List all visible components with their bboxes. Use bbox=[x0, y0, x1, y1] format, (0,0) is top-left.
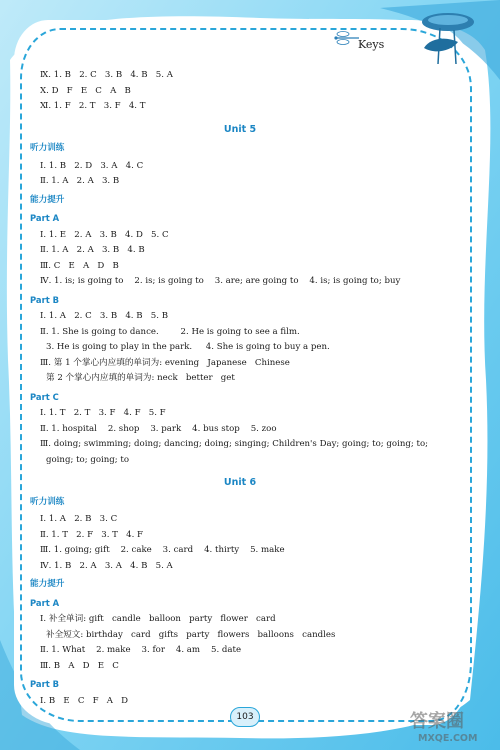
answer-line: Ⅱ. 1. What 2. make 3. for 4. am 5. date bbox=[40, 645, 242, 655]
answer-line: Ⅱ. 1. A 2. A 3. B bbox=[40, 176, 120, 186]
answer-line: Ⅺ. 1. F 2. T 3. F 4. T bbox=[40, 101, 146, 111]
answer-line: Ⅰ. 1. A 2. B 3. C bbox=[40, 514, 118, 524]
section-heading: 听力训练 bbox=[30, 143, 65, 153]
answer-line: Ⅱ. 1. A 2. A 3. B 4. B bbox=[40, 245, 145, 255]
unit-5-title: Unit 5 bbox=[223, 123, 257, 135]
unit-6-title: Unit 6 bbox=[223, 477, 257, 488]
dragonfly-icon bbox=[333, 30, 361, 46]
answer-line: Ⅱ. 1. She is going to dance. 2. He is going to see a film. bbox=[40, 326, 300, 337]
answer-line: 3. He is going to play in the park. 4. She is going to buy a pen. bbox=[46, 342, 330, 352]
answer-line: Ⅳ. 1. is; is going to 2. is; is going to 3. are; are going to 4. is; is going to; buy bbox=[40, 276, 401, 286]
answer-line: Ⅲ. 第 1 个掌心内应填的单词为: evening Japanese Chinese bbox=[40, 357, 290, 368]
answer-line: Ⅱ. 1. hospital 2. shop 3. park 4. bus stop 5. zoo bbox=[40, 423, 277, 434]
answer-line: Ⅰ. B E C F A D bbox=[40, 695, 129, 706]
answer-line: Ⅲ. doing; swimming; doing; dancing; doing; singing; Children's Day; going; to; going; to; bbox=[40, 439, 429, 449]
answer-line: Ⅰ. 1. T 2. T 3. F 4. F 5. F bbox=[40, 408, 166, 418]
answer-content bbox=[30, 68, 450, 709]
watermark-logo: 答案圈 bbox=[410, 711, 464, 732]
section-heading: 能力提升 bbox=[30, 579, 65, 589]
answer-line: Ⅰ. 补全单词: gift candle balloon party flower card bbox=[40, 614, 276, 624]
answer-line: going; to; going; to bbox=[46, 454, 130, 465]
lotus-leaf-icon bbox=[410, 8, 480, 66]
answer-line: Ⅰ. 1. B 2. D 3. A 4. C bbox=[40, 160, 144, 171]
part-label: Part A bbox=[30, 213, 60, 223]
answer-line: Ⅸ. 1. B 2. C 3. B 4. B 5. A bbox=[40, 70, 173, 80]
part-label: Part C bbox=[30, 391, 59, 402]
answer-line: Ⅱ. 1. T 2. F 3. T 4. F bbox=[40, 529, 144, 540]
watermark-url: MXQE.COM bbox=[418, 733, 478, 744]
part-label: Part B bbox=[30, 294, 59, 305]
answer-line: Ⅳ. 1. B 2. A 3. A 4. B 5. A bbox=[40, 560, 173, 571]
answer-line: Ⅲ. 1. going; gift 2. cake 3. card 4. thirty 5. make bbox=[40, 545, 285, 555]
answer-line: 补全短文: birthday card gifts party flowers balloons candles bbox=[46, 629, 336, 640]
section-heading: 能力提升 bbox=[30, 194, 65, 205]
page-number: 103 bbox=[230, 707, 260, 727]
keys-label: Keys bbox=[358, 38, 385, 51]
answer-line: Ⅹ. D F E C A B bbox=[40, 85, 131, 96]
part-label: Part A bbox=[30, 597, 60, 608]
answer-line: Ⅲ. C E A D B bbox=[40, 260, 119, 271]
section-heading: 听力训练 bbox=[30, 496, 65, 507]
answer-line: 第 2 个掌心内应填的单词为: neck better get bbox=[46, 373, 235, 383]
answer-line: Ⅰ. 1. A 2. C 3. B 4. B 5. B bbox=[40, 311, 169, 321]
answer-line: Ⅰ. 1. E 2. A 3. B 4. D 5. C bbox=[40, 229, 169, 240]
answer-line: Ⅲ. B A D E C bbox=[40, 660, 119, 671]
part-label: Part B bbox=[30, 679, 59, 689]
